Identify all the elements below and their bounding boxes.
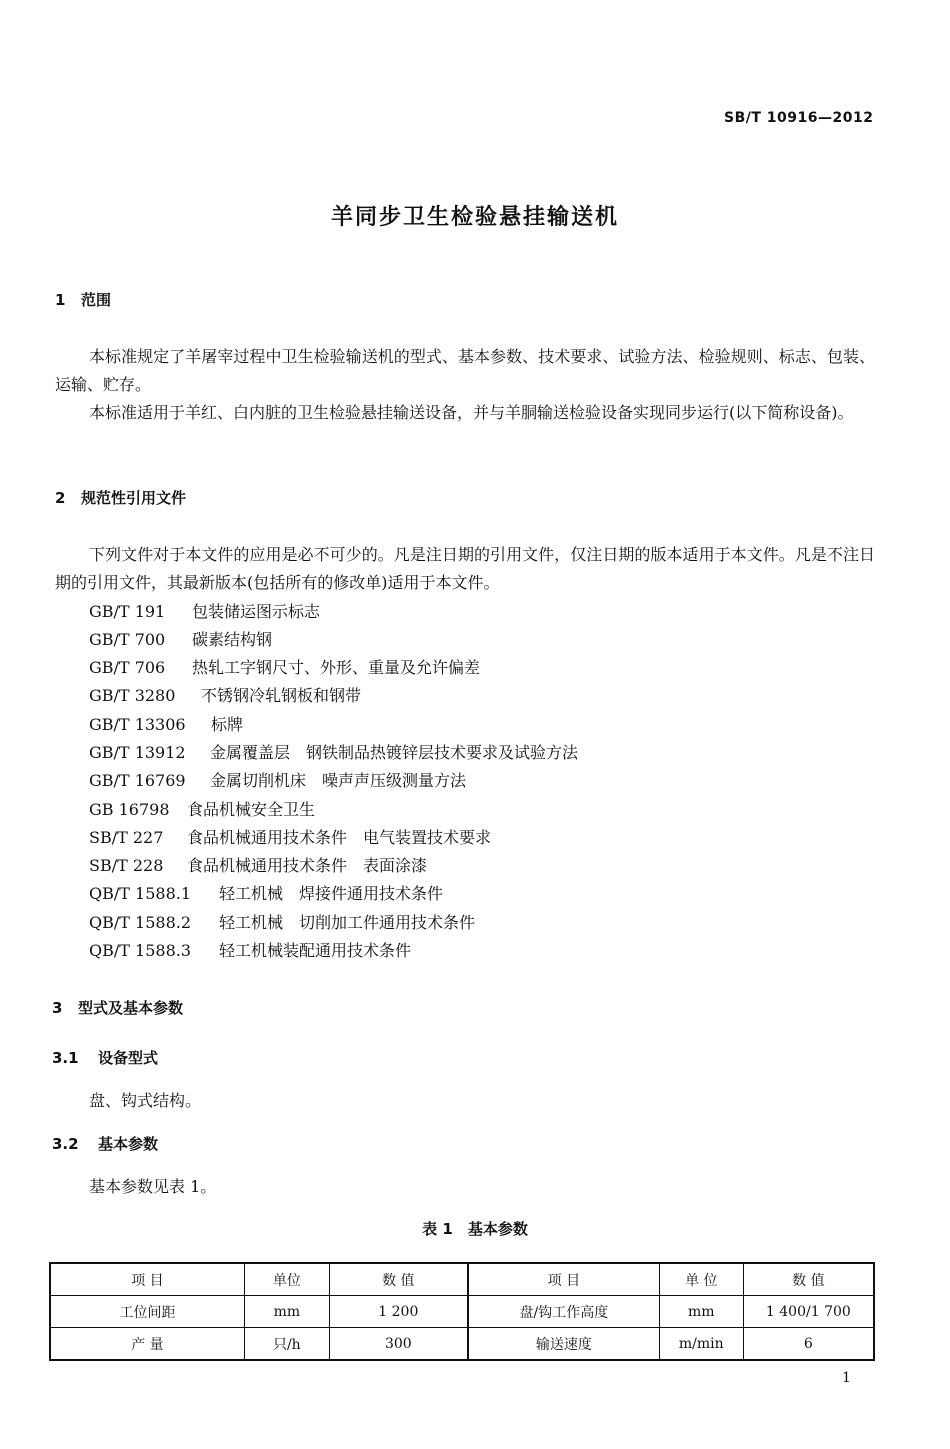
standard-number: SB/T 10916—2012 — [724, 110, 874, 126]
reference-code: GB/T 706 — [89, 658, 166, 677]
section-number: 1 — [55, 291, 66, 309]
section-title: 规范性引用文件 — [81, 489, 187, 507]
reference-item — [89, 797, 315, 820]
table-cell: 6 — [743, 1328, 874, 1361]
subsection-3-2-heading — [52, 1133, 158, 1154]
reference-code: GB/T 700 — [89, 630, 166, 649]
reference-code: GB/T 13306 — [89, 715, 186, 734]
reference-item — [89, 825, 491, 848]
table-cell: mm — [659, 1296, 743, 1328]
reference-title: 食品机械通用技术条件 表面涂漆 — [187, 856, 428, 875]
subsection-number: 3.2 — [52, 1135, 79, 1153]
section-1-heading — [55, 289, 111, 310]
section-number: 3 — [52, 999, 63, 1017]
section-title: 范围 — [81, 291, 112, 309]
table-header-cell: 单位 — [244, 1263, 329, 1296]
reference-title: 金属覆盖层 钢铁制品热镀锌层技术要求及试验方法 — [210, 743, 579, 762]
reference-item — [89, 655, 480, 678]
reference-code: QB/T 1588.1 — [89, 884, 192, 903]
reference-code: QB/T 1588.2 — [89, 913, 192, 932]
table-cell: 1 200 — [329, 1296, 468, 1328]
parameters-table — [49, 1262, 875, 1361]
reference-title: 轻工机械装配通用技术条件 — [219, 941, 412, 960]
table-cell: 工位间距 — [50, 1296, 244, 1328]
reference-code: QB/T 1588.3 — [89, 941, 192, 960]
table-cell: 300 — [329, 1328, 468, 1361]
table-header-cell: 单 位 — [659, 1263, 743, 1296]
reference-code: SB/T 228 — [89, 856, 164, 875]
reference-item — [89, 768, 466, 791]
section-3-heading — [52, 997, 183, 1018]
reference-code: GB/T 16769 — [89, 771, 186, 790]
table-header-cell: 项 目 — [50, 1263, 244, 1296]
table-cell: mm — [244, 1296, 329, 1328]
section-title: 型式及基本参数 — [78, 999, 184, 1017]
reference-code: SB/T 227 — [89, 828, 164, 847]
table-header-cell: 项 目 — [468, 1263, 659, 1296]
reference-item — [89, 599, 320, 622]
table-cell: 只/h — [244, 1328, 329, 1361]
reference-code: GB/T 191 — [89, 602, 166, 621]
reference-code: GB/T 13912 — [89, 743, 186, 762]
subsection-number: 3.1 — [52, 1049, 79, 1067]
table-row — [50, 1328, 874, 1361]
reference-item — [89, 938, 411, 961]
reference-title: 金属切削机床 噪声声压级测量方法 — [210, 771, 467, 790]
reference-title: 轻工机械 切削加工件通用技术条件 — [219, 913, 476, 932]
table-cell: 1 400/1 700 — [743, 1296, 874, 1328]
reference-title: 食品机械安全卫生 — [187, 800, 316, 819]
reference-item — [89, 683, 361, 706]
table-caption: 表 1 基本参数 — [422, 1220, 528, 1238]
reference-item — [89, 881, 443, 904]
table-cell: 盘/钩工作高度 — [468, 1296, 659, 1328]
subsection-3-1-heading — [52, 1047, 158, 1068]
reference-item — [89, 910, 475, 933]
reference-title: 食品机械通用技术条件 电气装置技术要求 — [187, 828, 492, 847]
subsection-title: 基本参数 — [98, 1135, 159, 1153]
reference-title: 热轧工字钢尺寸、外形、重量及允许偏差 — [192, 658, 481, 677]
reference-item — [89, 740, 578, 763]
reference-title: 不锈钢冷轧钢板和钢带 — [201, 686, 362, 705]
reference-title: 碳素结构钢 — [192, 630, 273, 649]
subsection-title: 设备型式 — [98, 1049, 159, 1067]
reference-item — [89, 627, 272, 650]
table-header-row — [50, 1263, 874, 1296]
table-cell: 产 量 — [50, 1328, 244, 1361]
reference-code: GB/T 3280 — [89, 686, 176, 705]
table-cell: 输送速度 — [468, 1328, 659, 1361]
table-cell: m/min — [659, 1328, 743, 1361]
section-2-intro: 下列文件对于本文件的应用是必不可少的。凡是注日期的引用文件，仅注日期的版本适用于本文件。凡是不注日期的引用文件，其最新版本(包括所有的修改单)适用于本文件。 — [55, 545, 875, 592]
document-title: 羊同步卫生检验悬挂输送机 — [330, 205, 619, 230]
reference-title: 轻工机械 焊接件通用技术条件 — [219, 884, 444, 903]
table-row — [50, 1296, 874, 1328]
subsection-3-2-text: 基本参数见表 1。 — [89, 1177, 217, 1196]
reference-item — [89, 712, 243, 735]
reference-title: 标牌 — [211, 715, 244, 734]
reference-item — [89, 853, 427, 876]
reference-title: 包装储运图示标志 — [192, 602, 321, 621]
section-number: 2 — [55, 489, 66, 507]
section-1-paragraph-2: 本标准适用于羊红、白内脏的卫生检验悬挂输送设备，并与羊胴输送检验设备实现同步运行(以下简称设备)。 — [89, 403, 854, 422]
reference-code: GB 16798 — [89, 800, 170, 819]
table-header-cell: 数 值 — [743, 1263, 874, 1296]
section-1-paragraph-1: 本标准规定了羊屠宰过程中卫生检验输送机的型式、基本参数、技术要求、试验方法、检验规则、标志、包装、运输、贮存。 — [55, 347, 875, 394]
page-number: 1 — [842, 1370, 851, 1386]
table-header-cell: 数 值 — [329, 1263, 468, 1296]
section-2-heading — [55, 487, 186, 508]
subsection-3-1-text: 盘、钩式结构。 — [89, 1091, 202, 1110]
